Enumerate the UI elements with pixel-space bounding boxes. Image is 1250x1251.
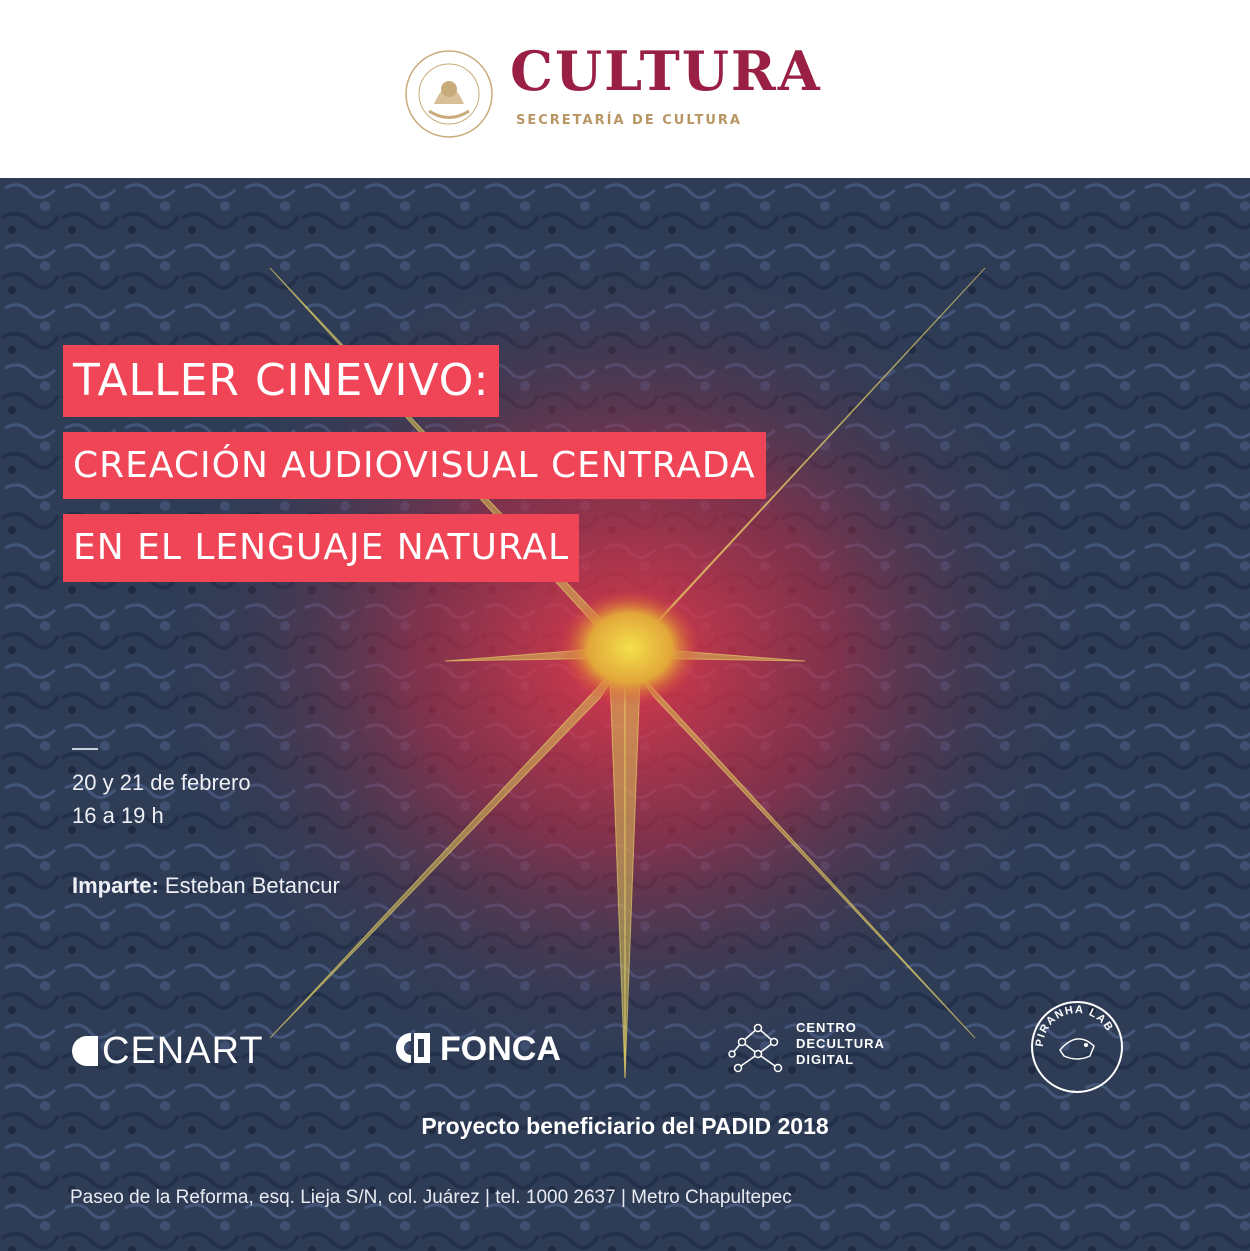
network-icon: [728, 1020, 788, 1078]
padid-note: Proyecto beneficiario del PADID 2018: [421, 1113, 829, 1139]
instructor: [72, 873, 340, 899]
fonca-logo-text: FONCA: [440, 1030, 561, 1068]
header: [0, 0, 1250, 178]
event-time: 16 a 19 h: [72, 803, 164, 828]
piranha-lab-logo: [1030, 1000, 1124, 1094]
centro-cultura-digital-logo: [728, 1020, 885, 1083]
title-line-2: CREACIÓN AUDIOVISUAL CENTRADA: [63, 432, 766, 499]
instructor-label: Imparte:: [72, 873, 159, 898]
fonca-logo: [396, 1030, 561, 1069]
event-date: 20 y 21 de febrero: [72, 770, 251, 795]
title-line-3: EN EL LENGUAJE NATURAL: [63, 514, 579, 582]
instructor-name: Esteban Betancur: [164, 873, 340, 898]
cenart-logo-text: CENART: [102, 1030, 264, 1072]
cenart-logo: [72, 1030, 264, 1073]
brand-subtitle: SECRETARÍA DE CULTURA: [516, 113, 742, 128]
piranha-lab-badge-icon: [1030, 1000, 1124, 1094]
fonca-mark-icon: [396, 1033, 430, 1063]
ccd-line-2: DECULTURA: [796, 1036, 885, 1051]
ccd-line-3: DIGITAL: [796, 1052, 855, 1067]
brand-title: CULTURA: [510, 39, 822, 103]
title-line-1: TALLER CINEVIVO:: [63, 345, 499, 417]
piranha-lab-text: PIRANHA LAB: [1033, 1003, 1116, 1048]
hero-poster: [0, 178, 1250, 1251]
ccd-line-1: CENTRO: [796, 1020, 857, 1035]
cenart-mark-icon: [72, 1036, 98, 1066]
venue-address: Paseo de la Reforma, esq. Lieja S/N, col. Juárez | tel. 1000 2637 | Metro Chapultepec: [70, 1187, 792, 1208]
mexico-seal-logo: [404, 49, 494, 139]
divider: [72, 748, 98, 750]
